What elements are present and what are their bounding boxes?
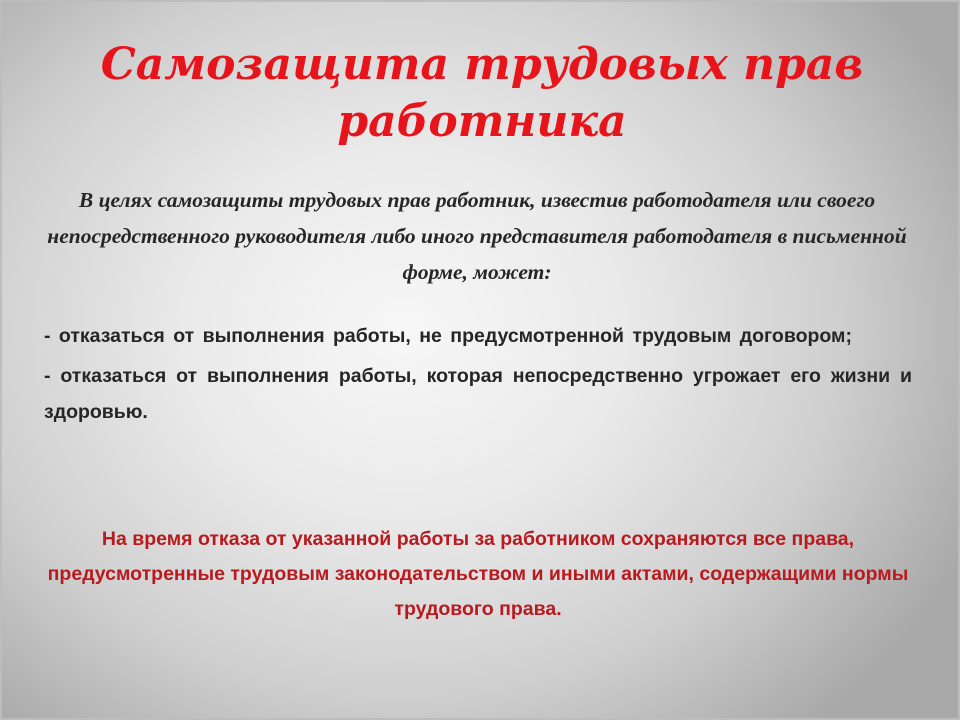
note-paragraph: На время отказа от указанной работы за работником сохраняются все права, предусмотренные трудовым законодательством и иными актами, содержащими нормы трудового права. <box>47 528 909 620</box>
intro-paragraph: В целях самозащиты трудовых прав работник, известив работодателя или своего непосредственного руководителя либо иного представителя работодателя в письменной форме, может: <box>47 188 907 284</box>
rights-list <box>44 318 912 434</box>
slide-title: Самозащита трудовых прав работника <box>100 39 864 147</box>
list-item: - отказаться от выполнения работы, которая непосредственно угрожает его жизни и здоровью. <box>44 365 912 423</box>
list-item: - отказаться от выполнения работы, не предусмотренной трудовым договором; <box>44 325 852 347</box>
